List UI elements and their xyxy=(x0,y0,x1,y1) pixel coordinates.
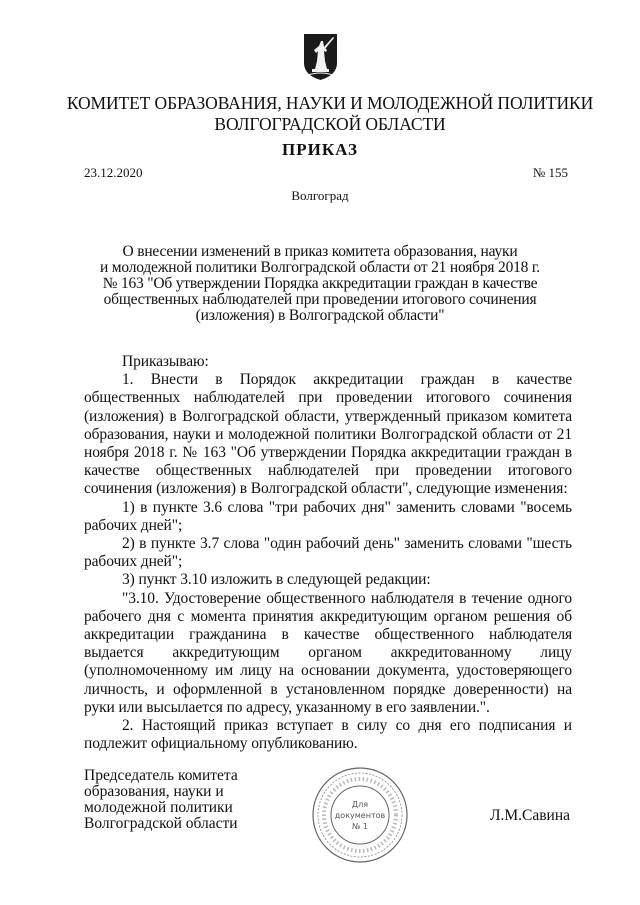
signatory-role-line: образования, науки и xyxy=(84,783,224,800)
signatory-role-line: Председатель комитета xyxy=(84,767,238,784)
document-number: № 155 xyxy=(532,165,568,180)
subject-line: № 163 "Об утверждении Порядка аккредитации граждан в качестве xyxy=(102,275,538,292)
subject-line: (изложения) в Волгоградской области" xyxy=(195,307,445,324)
organization-name xyxy=(60,93,600,135)
stamp-text: Для xyxy=(351,800,369,809)
signatory-role-line: молодежной политики xyxy=(84,799,233,816)
document-date: 23.12.2020 xyxy=(84,165,143,180)
coat-of-arms-icon xyxy=(303,33,338,81)
body-paragraph: 1. Внести в Порядок аккредитации граждан в качестве общественных наблюдателей при проведении итогового сочинения (изложения) в Волгоградской области, утвержденный приказом комитета образования, науки и молодежной политики Волгоградской области от 21 ноября 2018 г. № 163 "Об утверждении Порядка аккредитации граждан в качестве общественных наблюдателей при проведении итогового сочинения (изложения) в Волгоградской области", следующие изменения: xyxy=(84,371,572,498)
signatory-role-line: Волгоградской области xyxy=(84,815,238,832)
body-paragraph: 3) пункт 3.10 изложить в следующей редакции: xyxy=(122,571,431,589)
body-paragraph: 1) в пункте 3.6 слова "три рабочих дня" заменить словами "восемь рабочих дней"; xyxy=(84,498,572,534)
document-subject xyxy=(95,244,545,324)
body-paragraph: 2) в пункте 3.7 слова "один рабочий день" заменить словами "шесть рабочих дней"; xyxy=(84,535,572,571)
organization-line-2: ВОЛГОГРАДСКОЙ ОБЛАСТИ xyxy=(214,114,446,134)
stamp-text: документов xyxy=(334,811,386,820)
document-type: ПРИКАЗ xyxy=(282,140,358,159)
subject-line: общественных наблюдателей при проведении итогового сочинения xyxy=(103,291,537,308)
stamp-text: № 1 xyxy=(352,822,368,831)
document-city: Волгоград xyxy=(291,188,349,203)
document-body xyxy=(84,353,572,753)
signatory-name: Л.М.Савина xyxy=(489,807,570,824)
official-stamp xyxy=(310,765,410,865)
signatory-role xyxy=(84,768,284,832)
body-paragraph: Приказываю: xyxy=(122,353,209,370)
body-paragraph: "3.10. Удостоверение общественного наблюдателя в течение одного рабочего дня с момента принятия аккредитующим органом решения об аккредитации гражданина в качестве общественного наблюдателя выдается аккредитующим органом аккредитованному лицу (уполномоченному им лицу на основании документа, удостоверяющего личность, и оформленной в установленном порядке доверенности) на руки или высылается по адресу, указанному в его заявлении.". xyxy=(84,589,572,716)
subject-line: О внесении изменений в приказ комитета образования, науки xyxy=(122,243,518,260)
subject-line: и молодежной политики Волгоградской области от 21 ноября 2018 г. xyxy=(100,259,540,276)
organization-line-1: КОМИТЕТ ОБРАЗОВАНИЯ, НАУКИ И МОЛОДЕЖНОЙ ПОЛИТИКИ xyxy=(66,93,594,113)
body-paragraph: 2. Настоящий приказ вступает в силу со дня его подписания и подлежит официальному опубликованию. xyxy=(84,717,572,753)
